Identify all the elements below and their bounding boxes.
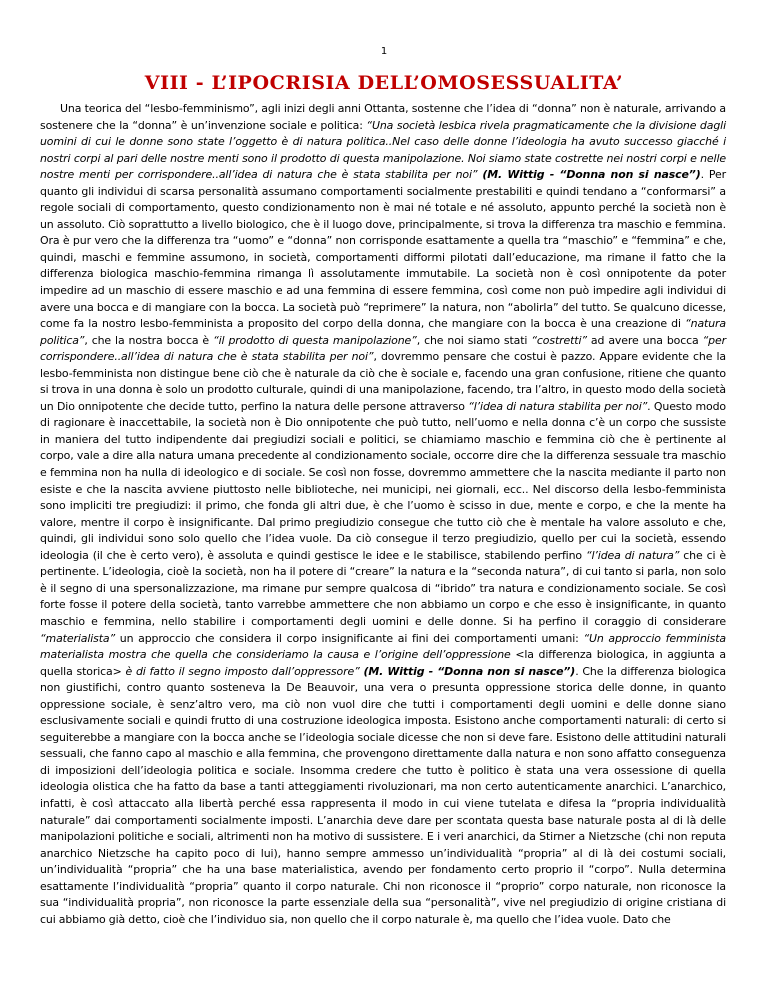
citation: (M. Wittig - “Donna non si nasce”) — [363, 664, 576, 678]
text-run: che ci è pertinente. L’ideologia, cioè la società, non ha il potere di “creare” la natura e la “seconda natura”, di cui tanto si parla, non solo è il segno di una spersonalizzazione, ma rimane pur sempre qualcosa di “ibrido” tra natura e condizionamento sociale. Se così forte fosse il potere della società, tanto varrebbe ammettere che non abbiamo un corpo e che esso è insignificante, in quanto maschio e femmina, nello stabilire i comportamenti degli uomini e delle donne. Si ha perfino il coraggio di considerare — [40, 548, 726, 628]
italic-quote: “Una società lesbica rivela pragmaticamente che la divisione dagli uomini di cui le donne sono state l’oggetto è di natura politica..Nel caso delle donne l’ideologia ha avuto successo giacché i nostri corpi al pari delle nostre menti sono il prodotto di questa manipolazione. Noi siamo state costrette nei nostri corpi e nelle nostre menti per corrispondere..all’idea di natura che è stata stabilita per noi” — [40, 118, 727, 182]
text-run: . Per quanto gli individui di scarsa personalità assumano comportamenti socialmente prestabiliti e quindi tendano a “conformarsi” a regole sociali di comportamento, questo condizionamento non è mai né totale e né assoluto, appunto perché la società non è un assoluto. Ciò soprattutto a livello biologico, che è il luogo dove, principalmente, si trova la differenza tra maschio e femmina. Ora è pur vero che la differenza tra “uomo” e “donna” non corrisponde esattamente a quella tra “maschio” e “femmina” e che, quindi, maschi e femmine assumono, in società, comportamenti difformi pilotati dall’educazione, ma rimane il fatto che la differenza biologica maschio-femmina rimanga lì assolutamente immutabile. La società non è così onnipotente da poter impedire ad un maschio di essere maschio e ad una femmina di essere femmina, così come non può impedire agli individui di avere una bocca e di mangiare con la bocca. La società può “reprimere” la natura, non “abolirla” del tutto. Se qualcuno dicesse, come fa la nostro lesbo-femminista a proposito del corpo della donna, che mangiare con la bocca è una creazione di — [40, 168, 726, 331]
text-run: Una teorica del “lesbo-femminismo”, agli inizi degli anni Ottanta, sostenne che l’idea di “donna” non è naturale, arrivando a sostenere che la “donna” è un’invenzione sociale e politica: — [40, 102, 726, 132]
chapter-title: VIII - L’IPOCRISIA DELL’OMOSESSUALITA’ — [144, 72, 624, 94]
text-run: <la differenza biologica, in aggiunta a quella storica> — [40, 648, 726, 678]
italic-quote: “il prodotto di questa manipolazione” — [213, 333, 417, 347]
page-number: 1 — [380, 46, 388, 57]
italic-quote: “materialista” — [40, 631, 116, 645]
italic-quote: “Un approccio femminista materialista mostra che quella che consideriamo la causa e l’origine dell’oppressione — [40, 631, 726, 662]
text-run: un approccio che considera il corpo insignificante ai fini dei comportamenti umani: — [115, 631, 584, 645]
text-run: , che la nostra bocca è — [84, 333, 214, 347]
text-run: . Questo modo di ragionare è inaccettabile, la società non è Dio onnipotente che può tutto, nell’uomo e nella donna c’è un corpo che sussiste in maniera del tutto indipendente dai pregiudizi sociali e politici, se chiamiamo maschio e femmina ciò che è pertinente al corpo, vale a dire alla natura umana precedente al condizionamento sociale, occorre dire che la differenza sessuale tra maschio e femmina non ha nulla di ideologico e di sociale. Se così non fosse, dovremmo ammettere che la nascita mediante il parto non esiste e che la nascita avviene piuttosto nelle biblioteche, nei municipi, nei giornali, ecc.. Nel discorso della lesbo-femminista sono impliciti tre pregiudizi: il primo, che fonda gli altri due, è che l’uomo è scisso in due, mente e corpo, e che la mente ha valore, mentre il corpo è insignificante. Dal primo pregiudizio consegue che tutto ciò che è mentale ha valore assoluto e che, quindi, gli individui sono solo quello che l’idea vuole. Da ciò consegue il terzo pregiudizio, quello per cui la società, essendo ideologia (il che è certo vero), è assoluta e quindi gestisce le idee e le stabilisce, stabilendo perfino — [40, 399, 726, 562]
italic-quote: “l’idea di natura” — [585, 548, 680, 562]
italic-quote: “costretti” — [531, 333, 587, 347]
text-run: , dovremmo pensare che costui è pazzo. Appare evidente che la lesbo-femminista non distingue bene ciò che è naturale da ciò che è sociale e, facendo una gran confusione, ritiene che quanto si trova in una donna è solo un prodotto culturale, quindi di una manipolazione, facendo, tra l’altro, in questo modo della società un Dio onnipotente che decide tutto, perfino la natura delle persone attraverso — [40, 350, 726, 413]
italic-quote: “natura politica” — [40, 317, 726, 347]
italic-quote: “per corrispondere..all’idea di natura che è stata stabilita per noi” — [40, 333, 726, 364]
text-run: ad avere una bocca — [586, 333, 703, 347]
citation: (M. Wittig - “Donna non si nasce”) — [482, 168, 701, 182]
body-paragraph — [40, 101, 726, 928]
italic-quote: è di fatto il segno imposto dall’oppressore” — [125, 664, 360, 678]
italic-quote: “l’idea di natura stabilita per noi” — [468, 399, 648, 413]
text-run: . Che la differenza biologica non giustifichi, contro quanto sosteneva la De Beauvoir, una vera o presunta oppressione storica delle donne, in quanto oppressione sociale, è senz’altro vero, ma ciò non vuol dire che tutti i comportamenti degli uomini e delle donne siano esclusivamente sociali e quindi frutto di una costruzione ideologica imposta. Esistono anche comportamenti naturali: di certo si seguiterebbe a mangiare con la bocca anche se l’ideologia sociale dicesse che non si deve fare. Esistono delle attitudini naturali sessuali, che fanno capo al maschio e alla femmina, che provengono direttamente dalla natura e non sono affatto conseguenza di imposizioni dell’ideologia politica e sociale. Insomma credere che tutto è politico è stata una vera ossessione di quella ideologia olistica che ha fatto da base a tanti atteggiamenti rivoluzionari, ma non certo autenticamente anarchici. L’anarchico, infatti, è così attaccato alla libertà perché essa rappresenta il modo in cui viene tutelata e difesa la “propria individualità naturale” dai comportamenti socialmente imposti. L’anarchia deve dare per scontata questa base naturale posta al di là delle manipolazioni politiche e sociali, altrimenti non ha motivo di sussistere. E i veri anarchici, da Stirner a Nietzsche (chi non reputa anarchico Nietzsche ha capito poco di lui), hanno sempre ammesso un’individualità “propria” al di là dei costumi sociali, un’individualità “propria” che ha una base materialistica, avendo per fondamento certo proprio il “corpo”. Nulla determina esattamente l’individualità “propria” quanto il corpo naturale. Chi non riconosce il “proprio” corpo naturale, non riconosce la sua “individualità propria”, non riconosce la parte essenziale della sua “personalità”, vive nel pregiudizio di origine cristiana di cui abbiamo già detto, cioè che l’individuo sia, non quello che il corpo naturale è, ma quello che l’idea vuole. Dato che — [40, 664, 726, 926]
text-run: , che noi siamo stati — [416, 333, 532, 347]
